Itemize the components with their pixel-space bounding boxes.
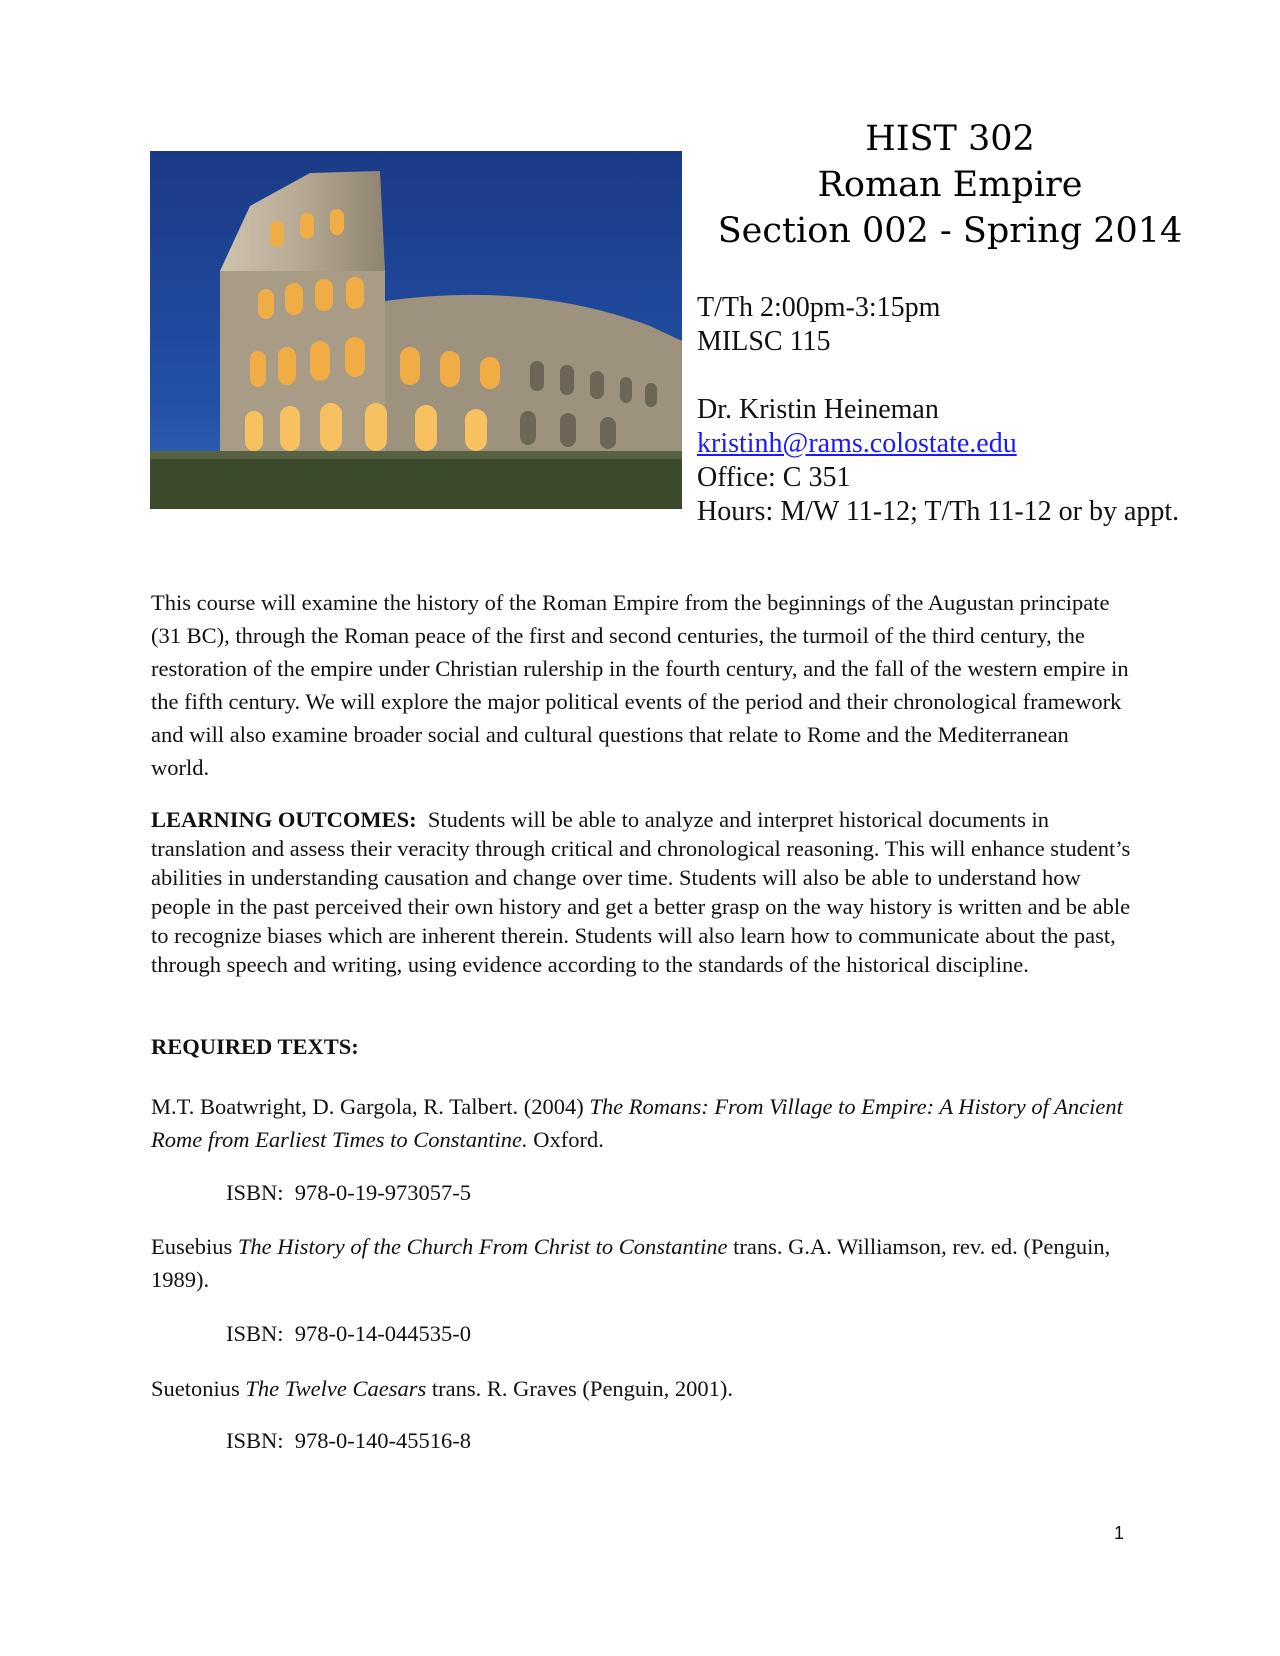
citation-authors: Suetonius <box>151 1376 246 1401</box>
citation-authors: M.T. Boatwright, D. Gargola, R. Talbert. (2004) <box>151 1094 590 1119</box>
citation-authors: Eusebius <box>151 1234 238 1259</box>
course-description: This course will examine the history of the Roman Empire from the beginnings of the Augustan principate (31 BC), through the Roman peace of the first and second centuries, the turmoil of the third century, the restoration of the empire under Christian rulership in the fourth century, and the fall of the western empire in the fifth century. We will explore the major political events of the period and their chronological framework and will also examine broader social and cultural questions that relate to Rome and the Mediterranean world. <box>151 590 1129 780</box>
colosseum-photo <box>150 151 682 509</box>
book-citation <box>151 1372 1131 1405</box>
book-isbn: ISBN: 978-0-140-45516-8 <box>226 1428 471 1453</box>
office-hours: Hours: M/W 11-12; T/Th 11-12 or by appt. <box>697 496 1180 527</box>
course-name: Roman Empire <box>817 165 1083 205</box>
course-code: HIST 302 <box>865 119 1035 159</box>
room: MILSC 115 <box>697 326 831 357</box>
learning-outcomes-text: Students will be able to analyze and interpret historical documents in translation and assess their veracity through critical and chronological reasoning. This will enhance student’s abilities in understanding causation and change over time. Students will also be able to understand how people in the past perceived their own history and get a better grasp on the way history is written and be able to recognize biases which are inherent therein. Students will also learn how to communicate about the past, through speech and writing, using evidence according to the standards of the historical discipline. <box>151 807 1131 977</box>
book-isbn: ISBN: 978-0-19-973057-5 <box>226 1180 471 1205</box>
course-title-block <box>690 116 1210 254</box>
book-citation <box>151 1090 1131 1156</box>
book-citation <box>151 1230 1131 1296</box>
schedule: T/Th 2:00pm-3:15pm <box>697 292 941 323</box>
instructor-name: Dr. Kristin Heineman <box>697 394 939 425</box>
page-number: 1 <box>1114 1523 1125 1543</box>
citation-publisher: trans. R. Graves (Penguin, 2001). <box>426 1376 734 1401</box>
citation-title: The Twelve Caesars <box>245 1376 427 1401</box>
citation-publisher: Oxford. <box>527 1127 604 1152</box>
office: Office: C 351 <box>697 462 851 493</box>
citation-title: The History of the Church From Christ to Constantine <box>237 1234 728 1259</box>
citation-title: The Romans: From Village to Empire: A History of Ancient Rome from Earliest Times to Constantine. <box>151 1094 1123 1152</box>
section-term: Section 002 - Spring 2014 <box>717 211 1183 251</box>
citation-publisher: trans. G.A. Williamson, rev. ed. (Penguin, 1989). <box>151 1234 1111 1292</box>
book-isbn: ISBN: 978-0-14-044535-0 <box>226 1321 471 1346</box>
email-link[interactable]: kristinh@rams.colostate.edu <box>697 428 1017 459</box>
course-info <box>697 291 1179 529</box>
learning-outcomes <box>151 805 1131 979</box>
required-texts-heading: REQUIRED TEXTS: <box>151 1034 359 1059</box>
learning-outcomes-heading: LEARNING OUTCOMES: <box>151 807 417 832</box>
